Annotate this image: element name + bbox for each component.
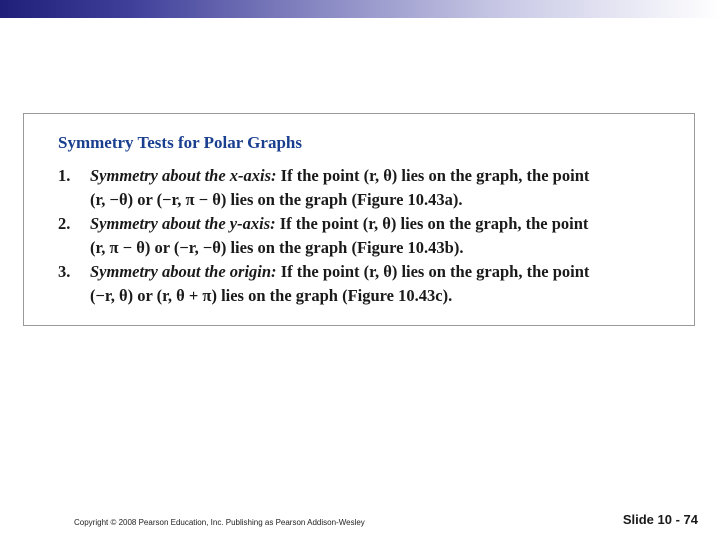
item-text [90, 164, 589, 212]
symmetry-tests-box [23, 113, 695, 326]
box-title: Symmetry Tests for Polar Graphs [58, 133, 302, 152]
item-line1-rest: If the point (r, θ) lies on the graph, the point [275, 214, 589, 233]
copyright-notice: Copyright © 2008 Pearson Education, Inc. Publishing as Pearson Addison-Wesley [74, 518, 365, 527]
slide-number: Slide 10 - 74 [622, 512, 698, 527]
item-number: 1. [58, 166, 71, 185]
item-lead: Symmetry about the origin: [90, 262, 277, 281]
top-gradient-band [0, 0, 720, 18]
item-number: 3. [58, 262, 71, 281]
item-text [90, 260, 589, 308]
item-line1-rest: If the point (r, θ) lies on the graph, the point [276, 166, 590, 185]
item-line1-rest: If the point (r, θ) lies on the graph, the point [276, 262, 590, 281]
item-lead: Symmetry about the x-axis: [90, 166, 277, 185]
item-line2: (r, −θ) or (−r, π − θ) lies on the graph (Figure 10.43a). [90, 190, 463, 209]
item-number: 2. [58, 214, 71, 233]
item-text [90, 212, 588, 260]
item-lead: Symmetry about the y-axis: [90, 214, 276, 233]
item-line2: (r, π − θ) or (−r, −θ) lies on the graph (Figure 10.43b). [90, 238, 464, 257]
item-line2: (−r, θ) or (r, θ + π) lies on the graph (Figure 10.43c). [90, 286, 453, 305]
